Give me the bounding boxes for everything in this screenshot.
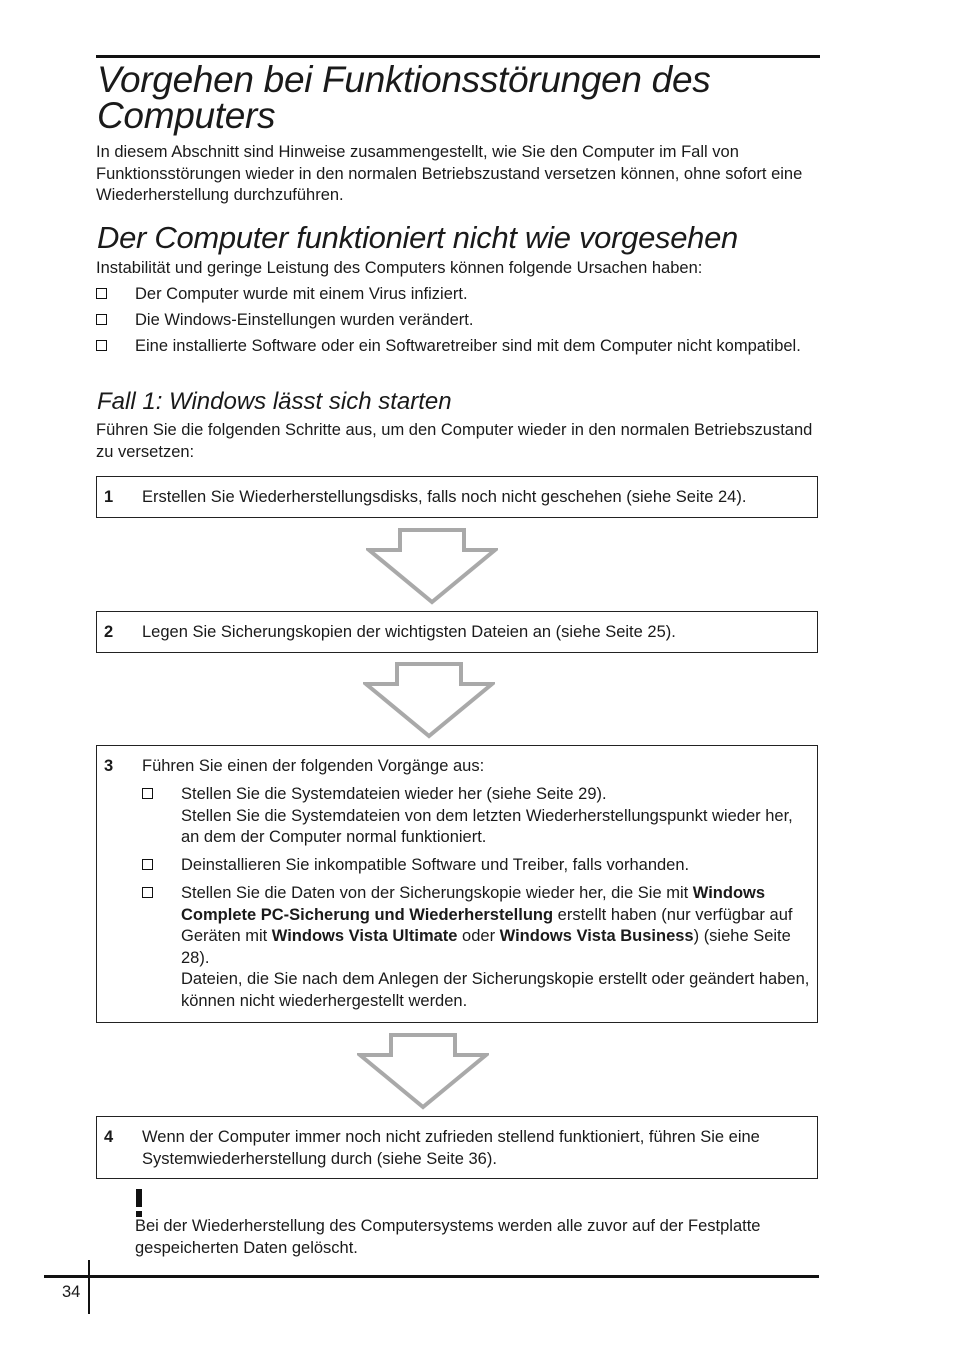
step-number: 2 <box>104 623 114 641</box>
case1-heading: Fall 1: Windows lässt sich starten <box>97 388 452 415</box>
warning-note: Bei der Wiederherstellung des Computersystems werden alle zuvor auf der Festplatte gespeicherten Daten gelöscht. <box>135 1217 761 1257</box>
step-text: Führen Sie einen der folgenden Vorgänge aus: <box>142 757 485 775</box>
option-text: Deinstallieren Sie inkompatible Software und Treiber, falls vorhanden. <box>181 856 690 874</box>
down-arrow-icon <box>363 662 495 740</box>
section-lead: Instabilität und geringe Leistung des Computers können folgende Ursachen haben: <box>96 259 703 277</box>
option-text: Stellen Sie die Systemdateien wieder her (siehe Seite 29). Stellen Sie die Systemdateien von dem letzten Wiederherstellungspunkt wieder her, an dem der Computer normal funktioniert. <box>181 785 793 846</box>
cause-item <box>96 284 820 306</box>
cause-item <box>96 336 820 358</box>
step-text: Erstellen Sie Wiederherstellungsdisks, falls noch nicht geschehen (siehe Seite 24). <box>142 488 747 506</box>
case1-lead: Führen Sie die folgenden Schritte aus, um den Computer wieder in den normalen Betriebszustand zu versetzen: <box>96 421 813 461</box>
checkbox-bullet-icon <box>142 887 153 898</box>
step-number: 1 <box>104 488 114 506</box>
option-text: Stellen Sie die Daten von der Sicherungskopie wieder her, die Sie mit Windows Complete PC-Sicherung und Wiederherstellung erstellt haben (nur verfügbar auf Geräten mit Windows Vista Ultimate oder Windows Vista Business) (siehe Seite 28). Dateien, die Sie nach dem Anlegen der Sicherungskopie erstellt oder geändert haben, können nicht wiederhergestellt werden. <box>181 884 810 1010</box>
down-arrow-icon <box>366 528 498 606</box>
down-arrow-icon <box>357 1033 489 1111</box>
step-number: 4 <box>104 1128 114 1146</box>
warning-icon <box>134 1189 144 1219</box>
checkbox-bullet-icon <box>142 788 153 799</box>
step-1-box <box>96 476 818 518</box>
option-item <box>142 855 814 877</box>
cause-item <box>96 310 820 332</box>
step-number: 3 <box>104 757 114 775</box>
page-number: 34 <box>62 1283 81 1301</box>
step-4-box <box>96 1116 818 1179</box>
intro-paragraph: In diesem Abschnitt sind Hinweise zusammengestellt, wie Sie den Computer im Fall von Funktionsstörungen wieder in den normalen Betriebszustand versetzen können, ohne sofort eine Wiederherstellung durchzuführen. <box>96 143 803 204</box>
cause-text: Die Windows-Einstellungen wurden verändert. <box>135 311 474 329</box>
top-rule <box>96 55 820 58</box>
bottom-rule <box>44 1275 819 1278</box>
step-3-box <box>96 745 818 1023</box>
cause-text: Eine installierte Software oder ein Softwaretreiber sind mit dem Computer nicht kompatibel. <box>135 337 801 355</box>
page-title: Vorgehen bei Funktionsstörungen des Computers <box>97 59 711 136</box>
section-heading: Der Computer funktioniert nicht wie vorgesehen <box>97 220 738 255</box>
cause-text: Der Computer wurde mit einem Virus infiziert. <box>135 285 468 303</box>
step-text: Legen Sie Sicherungskopien der wichtigsten Dateien an (siehe Seite 25). <box>142 623 676 641</box>
checkbox-bullet-icon <box>142 859 153 870</box>
option-item <box>142 784 814 849</box>
option-item <box>142 883 814 1012</box>
page-number-divider <box>88 1260 90 1314</box>
checkbox-bullet-icon <box>96 340 107 351</box>
checkbox-bullet-icon <box>96 288 107 299</box>
step-2-box <box>96 611 818 653</box>
step-text: Wenn der Computer immer noch nicht zufrieden stellend funktioniert, führen Sie eine Systemwiederherstellung durch (siehe Seite 36). <box>142 1128 760 1168</box>
checkbox-bullet-icon <box>96 314 107 325</box>
